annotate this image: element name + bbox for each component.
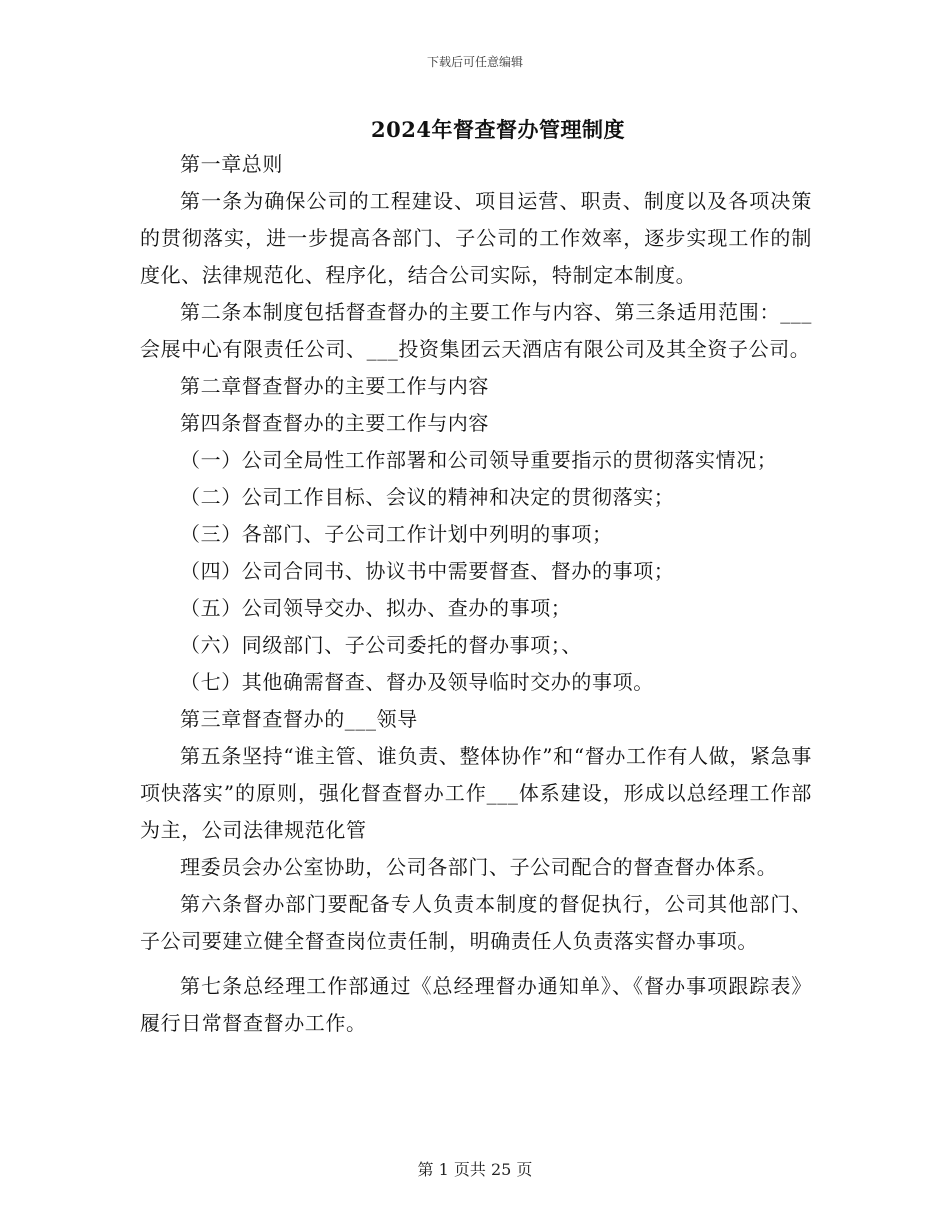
page-footer: 第 1 页共 25 页 xyxy=(417,1160,533,1179)
paragraph-chapter-1: 第一章总则 xyxy=(180,152,283,176)
paragraph-article-1: 第一条为确保公司的工程建设、项目运营、职责、制度以及各项决策的贯彻落实，进一步提高各部门、子公司的工作效率，逐步实现工作的制度化、法律规范化、程序化，结合公司实际，特制定本制度。 xyxy=(140,189,812,287)
paragraph-chapter-3: 第三章督查督办的___领导 xyxy=(180,707,418,731)
document-body xyxy=(140,146,812,1042)
header-note: 下载后可任意编辑 xyxy=(426,55,523,69)
paragraph-article-5: 第五条坚持“谁主管、谁负责、整体协作”和“督办工作有人做，紧急事项快落实”的原则，强化督查督办工作___体系建设，形成以总经理工作部为主，公司法律规范化管 xyxy=(140,744,812,842)
list-item-6: （六）同级部门、子公司委托的督办事项；、 xyxy=(180,633,582,657)
paragraph-article-7: 第七条总经理工作部通过《总经理督办通知单》、《督办事项跟踪表》履行日常督查督办工作。 xyxy=(140,974,812,1035)
list-item-1: （一）公司全局性工作部署和公司领导重要指示的贯彻落实情况； xyxy=(180,448,778,472)
list-item-2: （二）公司工作目标、会议的精神和决定的贯彻落实； xyxy=(180,485,675,509)
list-item-7: （七）其他确需督查、督办及领导临时交办的事项。 xyxy=(180,670,654,694)
paragraph-chapter-2: 第二章督查督办的主要工作与内容 xyxy=(180,374,489,398)
list-item-5: （五）公司领导交办、拟办、查办的事项； xyxy=(180,596,572,620)
paragraph-article-6: 第六条督办部门要配备专人负责本制度的督促执行，公司其他部门、子公司要建立健全督查岗位责任制，明确责任人负责落实督办事项。 xyxy=(140,892,812,953)
list-item-3: （三）各部门、子公司工作计划中列明的事项； xyxy=(180,522,613,546)
paragraph-article-2-3: 第二条本制度包括督查督办的主要工作与内容、第三条适用范围：___会展中心有限责任公司、___投资集团云天酒店有限公司及其全资子公司。 xyxy=(140,300,812,361)
document-title: 2024年督查督办管理制度 xyxy=(371,117,625,142)
list-item-4: （四）公司合同书、协议书中需要督查、督办的事项； xyxy=(180,559,675,583)
paragraph-article-5-cont: 理委员会办公室协助，公司各部门、子公司配合的督查督办体系。 xyxy=(180,855,778,879)
paragraph-article-4: 第四条督查督办的主要工作与内容 xyxy=(180,411,489,435)
